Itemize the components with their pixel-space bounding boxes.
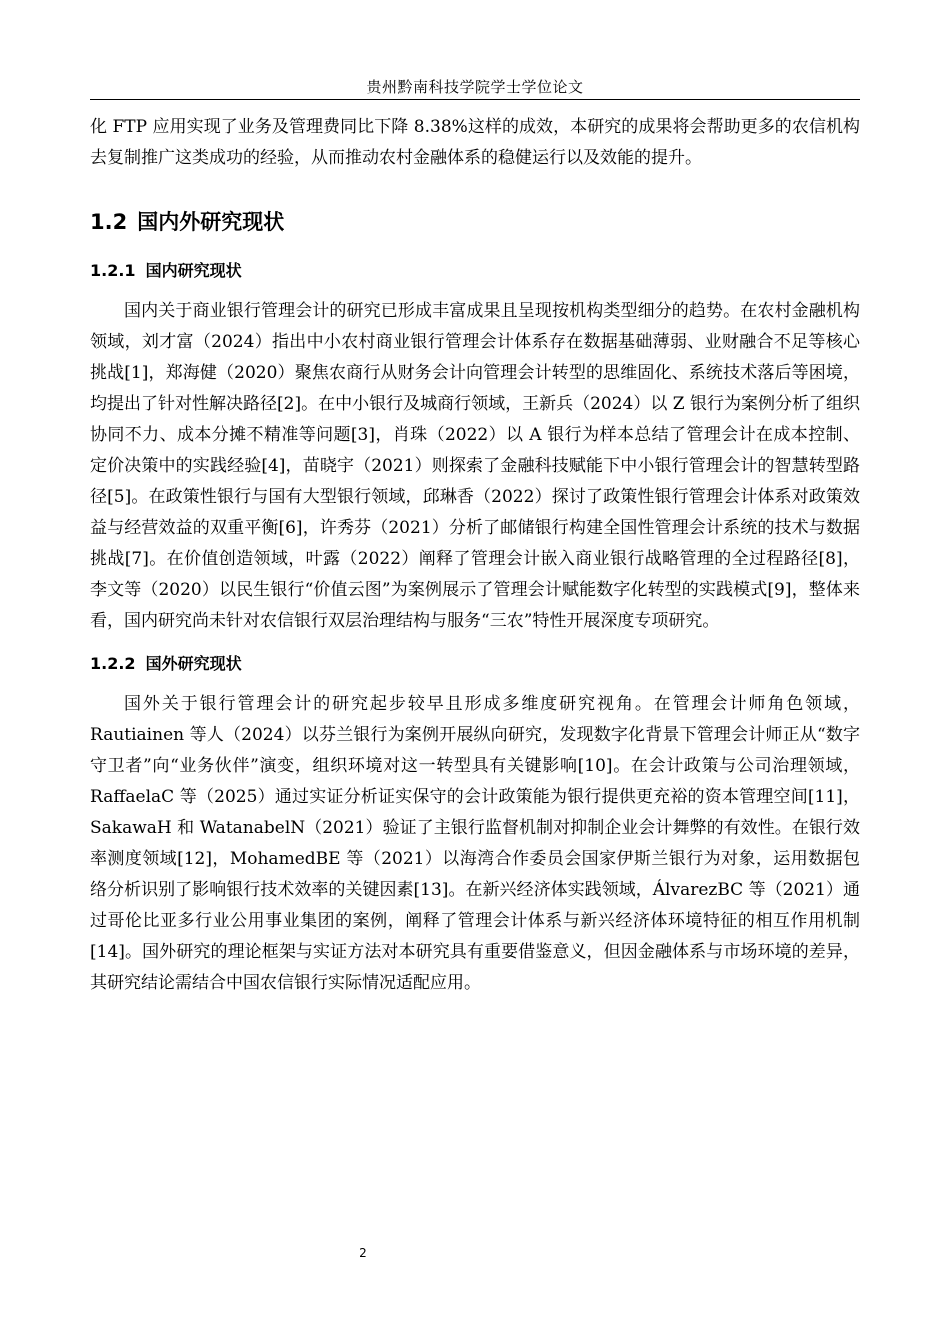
intro-paragraph: 化 FTP 应用实现了业务及管理费同比下降 8.38%这样的成效，本研究的成果将会帮助更多的农信机构去复制推广这类成功的经验，从而推动农村金融体系的稳健运行以及效能的提升。 <box>90 117 860 168</box>
subsection-number: 1.2.1 <box>90 261 136 280</box>
subsection-title: 国内研究现状 <box>145 261 242 280</box>
subsection-heading-1-2-2 <box>90 653 860 675</box>
page-number: 2 <box>359 1246 367 1260</box>
domestic-research-paragraph: 国内关于商业银行管理会计的研究已形成丰富成果且呈现按机构类型细分的趋势。在农村金融机构领域，刘才富（2024）指出中小农村商业银行管理会计体系存在数据基础薄弱、业财融合不足等核心挑战[1]，郑海健（2020）聚焦农商行从财务会计向管理会计转型的思维固化、系统技术落后等困境，均提出了针对性解决路径[2]。在中小银行及城商行领域，王新兵（2024）以 Z 银行为案例分析了组织协同不力、成本分摊不精准等问题[3]，肖珠（2022）以 A 银行为样本总结了管理会计在成本控制、定价决策中的实践经验[4]，苗晓宇（2021）则探索了金融科技赋能下中小银行管理会计的智慧转型路径[5]。在政策性银行与国有大型银行领域，邱琳香（2022）探讨了政策性银行管理会计体系对政策效益与经营效益的双重平衡[6]，许秀芬（2021）分析了邮储银行构建全国性管理会计系统的技术与数据挑战[7]。在价值创造领域，叶露（2022）阐释了管理会计嵌入商业银行战略管理的全过程路径[8]，李文等（2020）以民生银行“价值云图”为案例展示了管理会计赋能数字化转型的实践模式[9]，整体来看，国内研究尚未针对农信银行双层治理结构与服务“三农”特性开展深度专项研究。 <box>90 301 860 631</box>
foreign-research-paragraph: 国外关于银行管理会计的研究起步较早且形成多维度研究视角。在管理会计师角色领域，Rautiainen 等人（2024）以芬兰银行为案例开展纵向研究，发现数字化背景下管理会计师正从“数字守卫者”向“业务伙伴”演变，组织环境对这一转型具有关键影响[10]。在会计政策与公司治理领域，RaffaelaC 等（2025）通过实证分析证实保守的会计政策能为银行提供更充裕的资本管理空间[11]，SakawaH 和 WatanabelN（2021）验证了主银行监督机制对抑制企业会计舞弊的有效性。在银行效率测度领域[12]，MohamedBE 等（2021）以海湾合作委员会国家伊斯兰银行为对象，运用数据包络分析识别了影响银行技术效率的关键因素[13]。在新兴经济体实践领域，ÁlvarezBC 等（2021）通过哥伦比亚多行业公用事业集团的案例，阐释了管理会计体系与新兴经济体环境特征的相互作用机制[14]。国外研究的理论框架与实证方法对本研究具有重要借鉴意义，但因金融体系与市场环境的差异，其研究结论需结合中国农信银行实际情况适配应用。 <box>90 694 860 993</box>
subsection-heading-1-2-1 <box>90 260 860 282</box>
section-heading-1-2 <box>90 208 860 236</box>
subsection-title: 国外研究现状 <box>145 654 242 673</box>
header-divider <box>90 99 860 100</box>
section-title: 国内外研究现状 <box>137 210 285 234</box>
running-header: 贵州黔南科技学院学士学位论文 <box>366 78 584 96</box>
subsection-number: 1.2.2 <box>90 654 136 673</box>
page-body <box>90 112 860 999</box>
section-number: 1.2 <box>90 210 128 234</box>
